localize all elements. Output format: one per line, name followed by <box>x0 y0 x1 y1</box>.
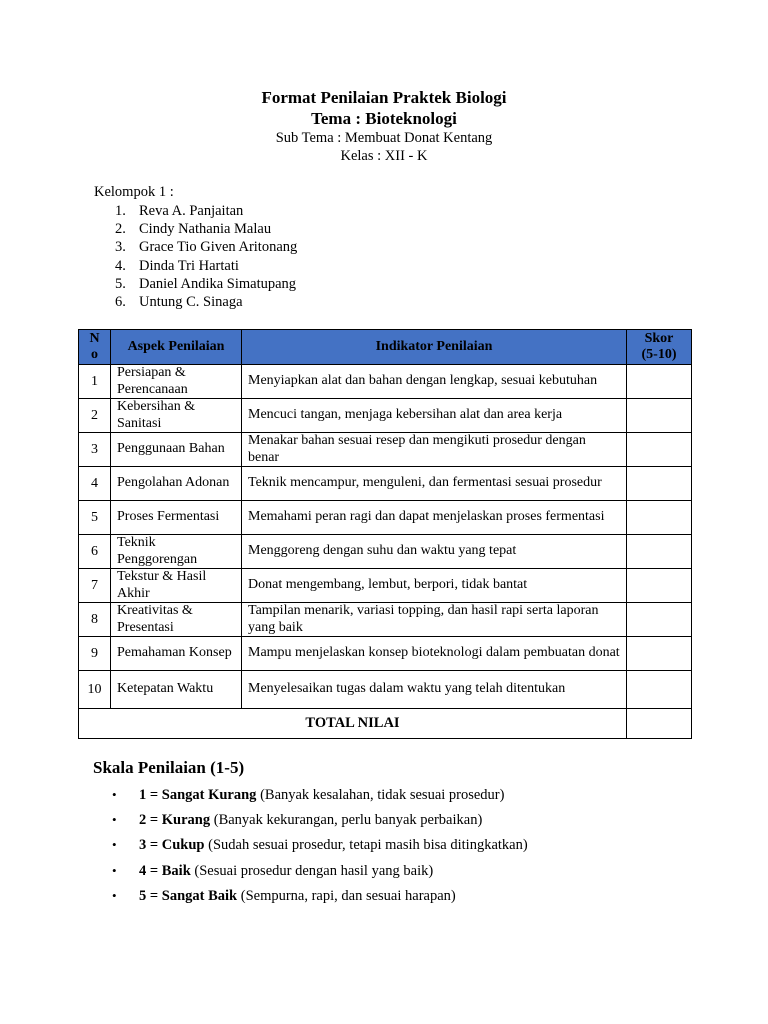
table-header-row <box>79 330 692 365</box>
member-number: 3. <box>115 239 126 256</box>
scale-level: 3 = Cukup <box>139 837 205 854</box>
table-row <box>79 501 692 535</box>
table-row <box>79 603 692 637</box>
scale-desc: (Banyak kesalahan, tidak sesuai prosedur) <box>256 787 505 803</box>
cell-skor[interactable] <box>627 399 692 433</box>
cell-no: 4 <box>79 467 111 501</box>
cell-no: 7 <box>79 569 111 603</box>
col-header-skor: Skor (5-10) <box>627 330 692 365</box>
table-row <box>79 671 692 709</box>
cell-skor[interactable] <box>627 535 692 569</box>
scale-item <box>112 887 528 912</box>
cell-aspek: Persiapan & Perencanaan <box>111 365 242 399</box>
bullet-icon: • <box>112 787 117 802</box>
cell-aspek: Penggunaan Bahan <box>111 433 242 467</box>
col-header-no: N o <box>79 330 111 365</box>
cell-aspek: Tekstur & Hasil Akhir <box>111 569 242 603</box>
cell-indikator: Mencuci tangan, menjaga kebersihan alat dan area kerja <box>242 399 627 433</box>
bullet-icon: • <box>112 812 117 828</box>
cell-aspek: Kebersihan & Sanitasi <box>111 399 242 433</box>
scale-item <box>112 811 528 836</box>
cell-skor[interactable] <box>627 637 692 671</box>
member-name: Untung C. Sinaga <box>139 293 243 310</box>
scale-desc: (Sudah sesuai prosedur, tetapi masih bisa ditingkatkan) <box>204 837 528 854</box>
bullet-icon: • <box>112 862 117 878</box>
scale-level: 4 = Baik <box>139 862 191 879</box>
table-row <box>79 637 692 671</box>
cell-skor[interactable] <box>627 433 692 467</box>
cell-no: 10 <box>79 671 111 709</box>
bullet-icon: • <box>112 887 117 903</box>
cell-aspek: Ketepatan Waktu <box>111 671 242 709</box>
member-list <box>100 202 297 311</box>
bullet-icon: • <box>112 837 117 853</box>
cell-indikator: Menakar bahan sesuai resep dan mengikuti prosedur dengan benar <box>242 433 627 467</box>
cell-indikator: Mampu menjelaskan konsep bioteknologi dalam pembuatan donat <box>242 637 627 671</box>
scale-level: 5 = Sangat Baik <box>139 887 238 904</box>
scale-level: 2 = Kurang <box>139 812 211 829</box>
cell-aspek: Pengolahan Adonan <box>111 467 242 501</box>
document-subtheme: Sub Tema : Membuat Donat Kentang <box>275 130 493 146</box>
member-name: Reva A. Panjaitan <box>139 203 244 219</box>
assessment-table <box>78 329 692 739</box>
scale-desc: (Sempurna, rapi, dan sesuai harapan) <box>237 887 456 904</box>
cell-no: 5 <box>79 501 111 535</box>
cell-aspek: Proses Fermentasi <box>111 501 242 535</box>
member-number: 6. <box>115 293 126 310</box>
cell-aspek: Pemahaman Konsep <box>111 637 242 671</box>
document-class: Kelas : XII - K <box>340 148 428 164</box>
total-value[interactable] <box>627 709 692 739</box>
document-title: Format Penilaian Praktek Biologi <box>261 88 507 107</box>
scale-desc: (Sesuai prosedur dengan hasil yang baik) <box>190 862 434 879</box>
member-name: Cindy Nathania Malau <box>139 221 272 238</box>
scale-desc: (Banyak kekurangan, perlu banyak perbaikan) <box>210 812 483 829</box>
cell-skor[interactable] <box>627 501 692 535</box>
total-row <box>79 709 692 739</box>
member-item <box>100 220 297 238</box>
cell-indikator: Teknik mencampur, menguleni, dan fermentasi sesuai prosedur <box>242 467 627 501</box>
cell-no: 6 <box>79 535 111 569</box>
cell-indikator: Tampilan menarik, variasi topping, dan hasil rapi serta laporan yang baik <box>242 603 627 637</box>
cell-no: 1 <box>79 365 111 399</box>
cell-no: 3 <box>79 433 111 467</box>
scale-item <box>112 836 528 861</box>
cell-skor[interactable] <box>627 671 692 709</box>
member-item <box>100 275 297 293</box>
scale-level: 1 = Sangat Kurang <box>139 787 257 803</box>
cell-aspek: Teknik Penggorengan <box>111 535 242 569</box>
member-item <box>100 257 297 275</box>
cell-indikator: Menyelesaikan tugas dalam waktu yang telah ditentukan <box>242 671 627 709</box>
member-name: Dinda Tri Hartati <box>139 257 239 274</box>
member-number: 5. <box>115 275 126 292</box>
member-item <box>100 238 297 256</box>
scale-list <box>112 786 528 912</box>
cell-skor[interactable] <box>627 603 692 637</box>
group-label: Kelompok 1 : <box>94 184 174 200</box>
cell-no: 8 <box>79 603 111 637</box>
member-number: 4. <box>115 257 126 274</box>
scale-item <box>112 786 528 811</box>
cell-indikator: Menggoreng dengan suhu dan waktu yang tepat <box>242 535 627 569</box>
cell-skor[interactable] <box>627 365 692 399</box>
table-row <box>79 399 692 433</box>
document-theme: Tema : Bioteknologi <box>311 109 457 128</box>
member-number: 2. <box>115 221 126 238</box>
col-header-aspek: Aspek Penilaian <box>111 330 242 365</box>
cell-no: 9 <box>79 637 111 671</box>
member-number: 1. <box>115 203 126 219</box>
member-item <box>100 293 297 311</box>
col-header-indikator: Indikator Penilaian <box>242 330 627 365</box>
member-name: Grace Tio Given Aritonang <box>139 239 298 256</box>
cell-indikator: Memahami peran ragi dan dapat menjelaskan proses fermentasi <box>242 501 627 535</box>
table-row <box>79 535 692 569</box>
member-item <box>100 202 297 220</box>
table-row <box>79 365 692 399</box>
scale-title: Skala Penilaian (1-5) <box>93 758 245 777</box>
cell-aspek: Kreativitas & Presentasi <box>111 603 242 637</box>
cell-no: 2 <box>79 399 111 433</box>
table-row <box>79 467 692 501</box>
table-row <box>79 569 692 603</box>
cell-indikator: Donat mengembang, lembut, berpori, tidak bantat <box>242 569 627 603</box>
member-name: Daniel Andika Simatupang <box>139 275 297 292</box>
scale-item <box>112 862 528 887</box>
cell-skor[interactable] <box>627 569 692 603</box>
cell-indikator: Menyiapkan alat dan bahan dengan lengkap, sesuai kebutuhan <box>242 365 627 399</box>
total-label: TOTAL NILAI <box>79 709 627 739</box>
cell-skor[interactable] <box>627 467 692 501</box>
table-row <box>79 433 692 467</box>
